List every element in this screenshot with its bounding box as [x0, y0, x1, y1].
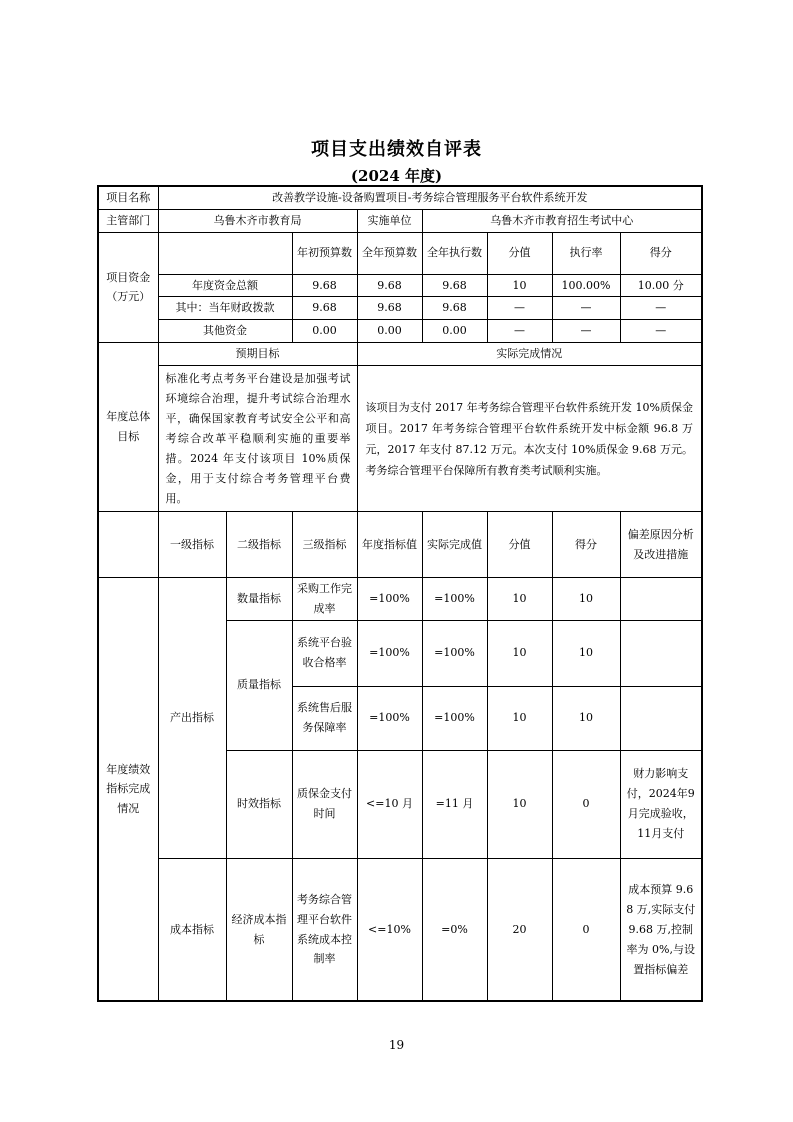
quality-a-target: =100% [357, 620, 422, 686]
timeliness-score: 0 [552, 750, 620, 858]
funds-other-score: — [620, 320, 702, 343]
funds-total-executed: 9.68 [422, 274, 487, 297]
timeliness-level3: 质保金支付时间 [292, 750, 357, 858]
level2-quality-indicator: 质量指标 [226, 620, 292, 750]
funds-total-rate: 100.00% [552, 274, 620, 297]
quality-a-points: 10 [487, 620, 552, 686]
cost-deviation: 成本预算 9.68 万,实际支付 9.68 万,控制率为 0%,与设置指标偏差 [620, 858, 702, 1001]
header-annual-target: 年度指标值 [357, 512, 422, 578]
quality-a-deviation [620, 620, 702, 686]
indicators-empty-header [98, 512, 158, 578]
header-points: 分值 [487, 512, 552, 578]
project-name-label: 项目名称 [98, 186, 158, 209]
funds-header-annual-budget: 全年预算数 [357, 232, 422, 274]
quality-b-score: 10 [552, 686, 620, 750]
dept-label: 主管部门 [98, 209, 158, 232]
funds-header-annual-executed: 全年执行数 [422, 232, 487, 274]
funds-header-initial-budget: 年初预算数 [292, 232, 357, 274]
level1-output-indicator: 产出指标 [158, 578, 226, 859]
header-level1-indicator: 一级指标 [158, 512, 226, 578]
level2-economic-cost-indicator: 经济成本指标 [226, 858, 292, 1001]
funds-other-rate: — [552, 320, 620, 343]
funds-row-other-label: 其他资金 [158, 320, 292, 343]
cost-actual: =0% [422, 858, 487, 1001]
actual-completion-text: 该项目为支付 2017 年考务综合管理平台软件系统开发 10%质保金项目。2017 年考务综合管理平台软件系统开发中标金额 96.8 万元，2017 年支付 87.12 万元。本次支付 10%质保金 9.68 万元。考务综合管理平台保障所有教育类考试顺利实施。 [357, 366, 702, 512]
quality-b-target: =100% [357, 686, 422, 750]
funds-fiscal-initial: 9.68 [292, 297, 357, 320]
level1-cost-indicator: 成本指标 [158, 858, 226, 1001]
funds-row-fiscal-label: 其中：当年财政拨款 [158, 297, 292, 320]
funds-other-points: — [487, 320, 552, 343]
quantity-score: 10 [552, 578, 620, 621]
level2-quantity-indicator: 数量指标 [226, 578, 292, 621]
timeliness-points: 10 [487, 750, 552, 858]
table-row [98, 274, 702, 297]
funds-other-initial: 0.00 [292, 320, 357, 343]
funds-total-initial: 9.68 [292, 274, 357, 297]
header-level2-indicator: 二级指标 [226, 512, 292, 578]
funds-header-execution-rate: 执行率 [552, 232, 620, 274]
page-title: 项目支出绩效自评表 [311, 139, 482, 160]
impl-label: 实施单位 [357, 209, 422, 232]
funds-total-score: 10.00 分 [620, 274, 702, 297]
timeliness-actual: =11 月 [422, 750, 487, 858]
cost-level3: 考务综合管理平台软件系统成本控制率 [292, 858, 357, 1001]
header-score: 得分 [552, 512, 620, 578]
funds-other-budget: 0.00 [357, 320, 422, 343]
quantity-points: 10 [487, 578, 552, 621]
project-name-value: 改善教学设施-设备购置项目-考务综合管理服务平台软件系统开发 [158, 186, 702, 209]
page-subtitle: (2024 年度) [350, 167, 443, 185]
impl-value: 乌鲁木齐市教育招生考试中心 [422, 209, 702, 232]
actual-completion-header: 实际完成情况 [357, 343, 702, 366]
header-level3-indicator: 三级指标 [292, 512, 357, 578]
table-row [98, 297, 702, 320]
quality-b-actual: =100% [422, 686, 487, 750]
quality-a-actual: =100% [422, 620, 487, 686]
funds-header-score: 得分 [620, 232, 702, 274]
dept-value: 乌鲁木齐市教育局 [158, 209, 357, 232]
header-deviation: 偏差原因分析及改进措施 [620, 512, 702, 578]
table-row [98, 858, 702, 1001]
self-evaluation-table [97, 185, 703, 1002]
quality-a-score: 10 [552, 620, 620, 686]
funds-empty-cell [158, 232, 292, 274]
funds-fiscal-points: — [487, 297, 552, 320]
cost-score: 0 [552, 858, 620, 1001]
funds-fiscal-score: — [620, 297, 702, 320]
cost-target: <=10% [357, 858, 422, 1001]
quality-a-level3: 系统平台验收合格率 [292, 620, 357, 686]
timeliness-target: <=10 月 [357, 750, 422, 858]
funds-fiscal-executed: 9.68 [422, 297, 487, 320]
funds-other-executed: 0.00 [422, 320, 487, 343]
annual-goal-section-label: 年度总体目标 [98, 343, 158, 512]
funds-total-points: 10 [487, 274, 552, 297]
page-number: 19 [388, 1038, 405, 1052]
funds-fiscal-rate: — [552, 297, 620, 320]
quantity-level3: 采购工作完成率 [292, 578, 357, 621]
indicators-section-label: 年度绩效指标完成情况 [98, 578, 158, 1002]
table-row [98, 578, 702, 621]
quantity-actual: =100% [422, 578, 487, 621]
document-header [0, 135, 793, 186]
level2-timeliness-indicator: 时效指标 [226, 750, 292, 858]
funds-header-points: 分值 [487, 232, 552, 274]
header-actual-value: 实际完成值 [422, 512, 487, 578]
funds-total-budget: 9.68 [357, 274, 422, 297]
funds-section-label: 项目资金（万元） [98, 232, 158, 343]
quality-b-deviation [620, 686, 702, 750]
table-row [98, 320, 702, 343]
quantity-deviation [620, 578, 702, 621]
expected-goal-text: 标准化考点考务平台建设是加强考试环境综合治理，提升考试综合治理水平，确保国家教育考试安全公平和高考综合改革平稳顺利实施的重要举措。2024 年支付该项目 10%质保金，用于支付综合考务管理平台费用。 [158, 366, 357, 512]
expected-goal-header: 预期目标 [158, 343, 357, 366]
quantity-target: =100% [357, 578, 422, 621]
quality-b-points: 10 [487, 686, 552, 750]
quality-b-level3: 系统售后服务保障率 [292, 686, 357, 750]
funds-row-total-label: 年度资金总额 [158, 274, 292, 297]
funds-fiscal-budget: 9.68 [357, 297, 422, 320]
cost-points: 20 [487, 858, 552, 1001]
timeliness-deviation: 财力影响支付，2024年9月完成验收，11月支付 [620, 750, 702, 858]
